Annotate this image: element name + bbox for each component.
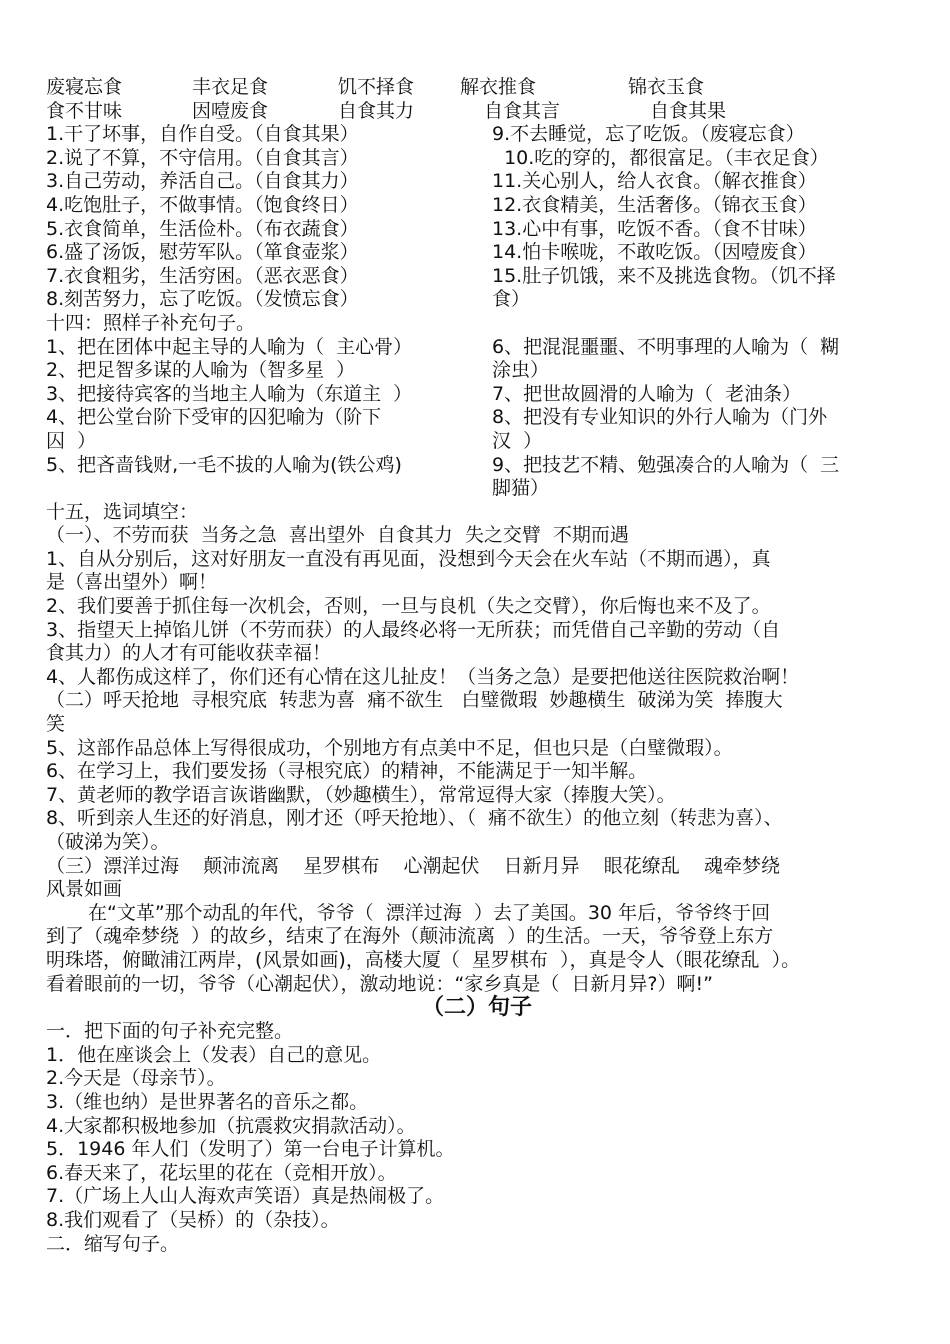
fill-in-line: 笑 — [46, 713, 66, 736]
metaphor-item: 7、把世故圆滑的人喻为（ 老油条） — [492, 382, 802, 405]
word-bank-item: 解衣推食 — [460, 76, 537, 98]
word-bank-item: 饥不择食 — [338, 76, 415, 98]
definition-item: 15.肚子饥饿，来不及挑选食物。（饥不择 — [492, 264, 836, 287]
part-2-title: （二）句子 — [421, 995, 532, 1021]
definition-item: 10.吃的穿的，都很富足。（丰衣足食） — [492, 146, 829, 169]
sentence-line: 6.春天来了，花坛里的花在（竞相开放）。 — [46, 1161, 397, 1184]
word-bank-item: 自食其力 — [338, 99, 415, 122]
word-bank-item: 废寝忘食 — [46, 76, 123, 98]
metaphor-item: 脚猫） — [492, 477, 550, 500]
word-bank-row-2 — [46, 100, 908, 124]
definition-item: 9.不去睡觉，忘了吃饭。（废寝忘食） — [492, 123, 805, 146]
fill-in-line: （三）漂洋过海 颠沛流离 星罗棋布 心潮起伏 日新月异 眼花缭乱 魂牵梦绕 — [46, 854, 780, 877]
word-bank-item: 丰衣足食 — [192, 76, 269, 98]
sentence-line: 8.我们观看了（吴桥）的（杂技）。 — [46, 1208, 340, 1231]
definition-item: 4.吃饱肚子，不做事情。（饱食终日） — [46, 193, 359, 216]
metaphor-item: 3、把接待宾客的当地主人喻为（东道主 ） — [46, 382, 413, 405]
definition-item: 14.怕卡喉咙，不敢吃饭。（因噎废食） — [492, 241, 817, 264]
sentence-line: 3.（维也纳）是世界著名的音乐之都。 — [46, 1090, 369, 1113]
definition-item: 2.说了不算，不守信用。（自食其言） — [46, 146, 359, 169]
part-2-lines — [46, 1020, 908, 1256]
definition-item: 8.刻苦努力，忘了吃饭。（发愤忘食） — [46, 288, 359, 311]
metaphor-item: 6、把混混噩噩、不明事理的人喻为（ 糊 — [492, 335, 840, 358]
fill-in-line: （一）、不劳而获 当务之急 喜出望外 自食其力 失之交臂 不期而遇 — [46, 524, 629, 547]
definition-item: 12.衣食精美，生活奢侈。（锦衣玉食） — [492, 193, 817, 216]
definition-item: 3.自己劳动，养活自己。（自食其力） — [46, 170, 359, 193]
word-bank-item: 自食其果 — [650, 99, 727, 122]
definitions-block — [46, 123, 908, 312]
word-bank-item: 因噎废食 — [192, 99, 269, 122]
sentence-line: 2.今天是（母亲节）。 — [46, 1067, 226, 1090]
fill-in-line: 7、黄老师的教学语言诙谐幽默，（妙趣横生），常常逗得大家（捧腹大笑）。 — [46, 783, 676, 806]
definitions-left-column — [46, 123, 492, 312]
definition-item: 11.关心别人，给人衣食。（解衣推食） — [492, 170, 817, 193]
definition-item: 6.盛了汤饭，慰劳军队。（箪食壶浆） — [46, 241, 359, 264]
section-15-title: 十五，选词填空： — [46, 500, 199, 523]
word-bank-item: 食不甘味 — [46, 99, 123, 122]
sentence-line: 1．他在座谈会上（发表）自己的意见。 — [46, 1043, 382, 1066]
metaphor-item: 5、把吝啬钱财,一毛不拔的人喻为(铁公鸡) — [46, 453, 402, 476]
word-bank-item: 锦衣玉食 — [628, 76, 705, 98]
metaphor-item: 9、把技艺不精、勉强凑合的人喻为（ 三 — [492, 453, 840, 476]
definitions-right-column — [492, 123, 908, 312]
fill-in-line: （二）呼天抢地 寻根究底 转悲为喜 痛不欲生 白璧微瑕 妙趣横生 破涕为笑 捧腹大 — [46, 689, 783, 712]
metaphor-item: 汉 ） — [492, 429, 543, 452]
fill-in-line: 5、这部作品总体上写得很成功，个别地方有点美中不足，但也只是（白璧微瑕）。 — [46, 736, 733, 759]
definition-item: 7.衣食粗劣，生活穷困。（恶衣恶食） — [46, 264, 359, 287]
metaphor-item: 8、把没有专业知识的外行人喻为（门外 — [492, 406, 828, 429]
word-bank-row-1 — [46, 76, 908, 100]
sentence-line: 一．把下面的句子补充完整。 — [46, 1020, 294, 1043]
fill-in-line: 是（喜出望外）啊！ — [46, 571, 218, 594]
story-paragraph — [46, 902, 908, 996]
fill-in-line: 4、人都伤成这样了，你们还有心情在这儿扯皮！（当务之急）是要把他送往医院救治啊！ — [46, 665, 800, 688]
fill-in-line: 食其力）的人才有可能收获幸福！ — [46, 642, 332, 665]
fill-in-line: （破涕为笑）。 — [46, 831, 170, 853]
metaphor-item: 2、把足智多谋的人喻为（智多星 ） — [46, 359, 356, 382]
definition-item: 13.心中有事，吃饭不香。（食不甘味） — [492, 217, 817, 240]
definition-item: 5.衣食简单，生活俭朴。（布衣蔬食） — [46, 217, 359, 240]
fill-in-line: 2、我们要善于抓住每一次机会，否则，一旦与良机（失之交臂），你后悔也来不及了。 — [46, 595, 771, 618]
metaphor-item: 涂虫） — [492, 359, 550, 382]
paragraph-line: 到了（魂牵梦绕 ）的故乡，结束了在海外（颠沛流离 ）的生活。一天，爷爷登上东方 — [46, 925, 774, 948]
section-14-block — [46, 336, 908, 501]
metaphor-item: 囚 ） — [46, 429, 97, 452]
sentence-line: 二．缩写句子。 — [46, 1232, 180, 1255]
definition-item: 食） — [492, 288, 531, 311]
fill-in-line: 1、自从分别后，这对好朋友一直没有再见面，没想到今天会在火车站（不期而遇），真 — [46, 547, 771, 570]
fill-in-line: 风景如画 — [46, 878, 123, 901]
fill-in-line: 6、在学习上，我们要发扬（寻根究底）的精神，不能满足于一知半解。 — [46, 760, 648, 783]
worksheet-page — [46, 76, 908, 1256]
word-bank-item: 自食其言 — [484, 99, 561, 122]
section-15-lines — [46, 524, 908, 902]
paragraph-line: 看着眼前的一切，爷爷（心潮起伏），激动地说：“家乡真是（ 日新月异?）啊!” — [46, 972, 713, 995]
metaphor-item: 4、把公堂台阶下受审的囚犯喻为（阶下 — [46, 406, 382, 429]
fill-in-line: 8、听到亲人生还的好消息，刚才还（呼天抢地）、（ 痛不欲生）的他立刻（转悲为喜）、 — [46, 807, 783, 830]
section-14-right — [492, 336, 908, 501]
paragraph-line: 在“文革”那个动乱的年代，爷爷（ 漂洋过海 ）去了美国。30 年后，爷爷终于回 — [88, 901, 771, 924]
paragraph-line: 明珠塔，俯瞰浦江两岸，(风景如画)，高楼大厦（ 星罗棋布 ），真是令人（眼花缭乱 ）。 — [46, 948, 801, 971]
sentence-line: 5．1946 年人们（发明了）第一台电子计算机。 — [46, 1138, 455, 1161]
sentence-line: 7.（广场上人山人海欢声笑语）真是热闹极了。 — [46, 1185, 445, 1208]
fill-in-line: 3、指望天上掉馅儿饼（不劳而获）的人最终必将一无所获；而凭借自己辛勤的劳动（自 — [46, 618, 781, 641]
metaphor-item: 1、把在团体中起主导的人喻为（ 主心骨） — [46, 335, 413, 358]
section-14-left — [46, 336, 492, 501]
sentence-line: 4.大家都积极地参加（抗震救灾捐款活动）。 — [46, 1114, 416, 1137]
definition-item: 1.干了坏事，自作自受。（自食其果） — [46, 123, 359, 146]
section-14-title: 十四：照样子补充句子。 — [46, 311, 256, 334]
